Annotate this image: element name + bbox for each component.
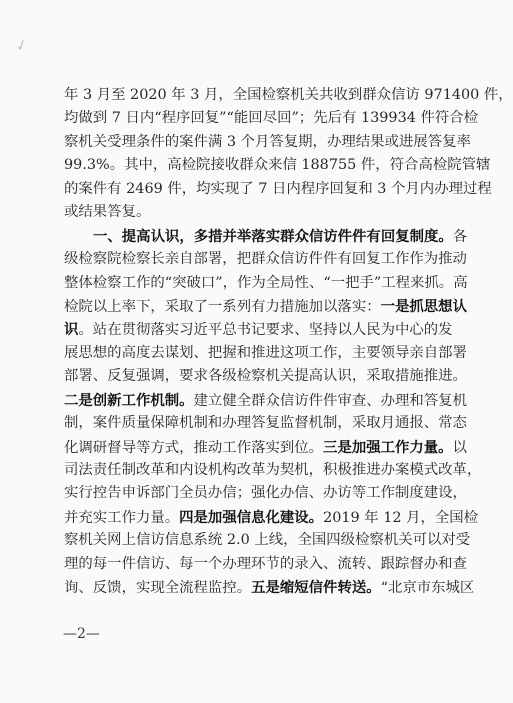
text-line [64, 553, 467, 576]
text-line [64, 131, 471, 154]
line-text: 建立健全群众信访件件审查、办理和答复机 [193, 392, 467, 409]
line-text: 司法责任制改革和内设机构改革为契机，积极推进办案模式改革， [64, 462, 482, 478]
body-text [64, 84, 513, 600]
line-text: 均做到 7 日内“程序回复”“能回尽回”；先后有 139934 件符合检 [64, 110, 479, 127]
bold-heading: 一是抓思想认 [380, 297, 467, 315]
line-text: 询、反馈，实现全流程监控。 [64, 580, 252, 597]
line-text: 实行控告申诉部门全员办信；强化办信、办访等工作制度建设， [64, 485, 467, 502]
line-text: 察机关受理条件的案件满 3 个月答复期，办理结果或进展答复率 [64, 133, 471, 150]
bold-heading: 识 [64, 321, 79, 339]
text-line [64, 107, 479, 130]
text-line [64, 436, 467, 459]
line-text: 以 [452, 439, 467, 456]
text-line [64, 389, 467, 412]
text-line [64, 365, 467, 388]
text-line [64, 482, 467, 505]
text-line [64, 576, 475, 599]
line-text: 2019 年 12 月，全国检 [323, 509, 479, 526]
text-line [64, 318, 453, 341]
bold-heading: 四是加强信息化建设。 [179, 508, 324, 526]
line-text: 部署、反复强调，要求各级检察机关提高认识，采取措施推进。 [64, 368, 467, 385]
line-text: 察机关网上信访信息系统 2.0 上线，全国四级检察机关可以对受 [64, 532, 471, 549]
text-line [64, 178, 492, 201]
text-line [64, 529, 471, 552]
text-line [64, 506, 479, 529]
text-line [64, 342, 467, 365]
text-line [64, 272, 468, 295]
line-text: 。站在贯彻落实习近平总书记要求、坚持以人民为中心的发 [78, 322, 453, 339]
line-text: 制，案件质量保障机制和办理答复监督机制，采取月通报、常态 [64, 415, 467, 432]
text-line [64, 84, 513, 107]
line-text: 化调研督导等方式，推动工作落实到位。 [64, 439, 324, 456]
bold-heading: 一、提高认识，多措并举落实群众信访件件有回复制度。 [93, 227, 453, 245]
line-text: 检院以上率下，采取了一系列有力措施加以落实： [64, 298, 381, 315]
line-text: 的案件有 2469 件，均实现了 7 日内程序回复和 3 个月内办理过程 [64, 180, 492, 197]
line-text: 整体检察工作的“突破口”，作为全局性、“一把手”工程来抓。高 [64, 274, 468, 291]
text-line [64, 459, 482, 482]
margin-checkmark: ✓ [13, 36, 31, 56]
bold-heading: 五是缩短信件转送。 [251, 579, 381, 597]
line-text: 级检察院检察长亲自部署，把群众信访件件有回复工作作为推动 [64, 251, 467, 268]
line-text: 99.3%。其中，高检院接收群众来信 188755 件，符合高检院管辖 [64, 157, 491, 174]
line-text: 年 3 月至 2020 年 3 月，全国检察机关共收到群众信访 971400 件， [64, 87, 513, 103]
line-text: 展思想的高度去谋划、把握和推进这项工作，主要领导亲自部署 [64, 344, 467, 361]
line-text: 或结果答复。 [64, 204, 151, 221]
text-line [64, 225, 468, 248]
text-line [64, 201, 436, 224]
bold-heading: 三是加强工作力量。 [323, 438, 453, 456]
line-text: 并充实工作力量。 [64, 509, 180, 526]
bold-heading: 二是创新工作机制。 [64, 391, 194, 409]
line-text: 理的每一件信访、每一个办理环节的录入、流转、跟踪督办和查 [64, 555, 467, 572]
page-number: —2— [63, 626, 100, 642]
text-line [64, 412, 467, 435]
text-line [64, 154, 491, 177]
line-text: “北京市东城区 [380, 580, 475, 597]
text-line [64, 295, 467, 318]
text-line [64, 248, 467, 271]
line-text: 各 [452, 228, 468, 245]
